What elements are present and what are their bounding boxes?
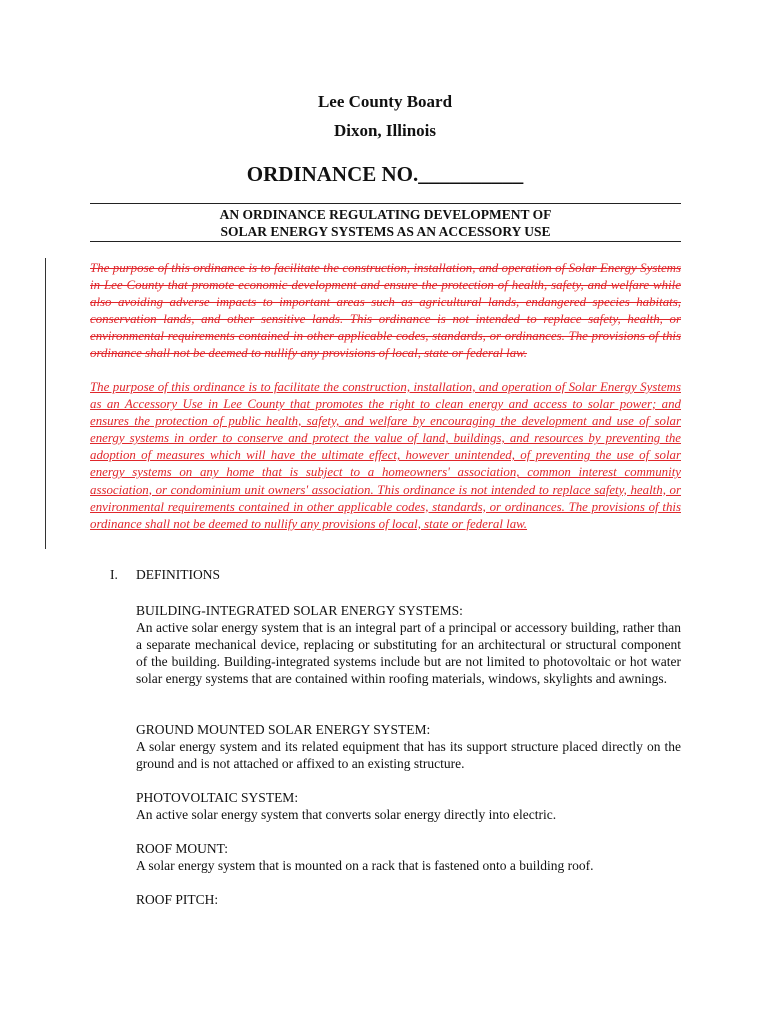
definition-term: GROUND MOUNTED SOLAR ENERGY SYSTEM: <box>136 722 431 737</box>
board-location: Dixon, Illinois <box>333 121 437 140</box>
definition-text: A solar energy system and its related equipment that has its support structure placed directly on the ground and is not attached or affixed to an existing structure. <box>136 739 681 771</box>
ordinance-title <box>90 206 681 240</box>
inserted-purpose-paragraph: The purpose of this ordinance is to facilitate the construction, installation, and operation of Solar Energy Systems as an Accessory Use in Lee County that promotes the right to clean energy and access to solar power; and ensures the protection of public health, safety, and welfare by encouraging the development and use of solar energy systems in order to conserve and protect the value of land, buildings, and resources by preventing the adoption of measures which will have the ultimate effect, however unintended, of preventing the use of solar energy systems on any home that is subject to a homeowners' association, common interest community association, or condominium unit owners' association. This ordinance is not intended to replace safety, health, or environmental requirements contained in other applicable codes, standards, or ordinances. The provisions of this ordinance shall not be deemed to nullify any provisions of local, state or federal law. <box>90 380 681 531</box>
ordinance-title-line-1: AN ORDINANCE REGULATING DEVELOPMENT OF <box>219 207 552 222</box>
section-heading <box>110 567 220 583</box>
definition-item <box>136 789 681 823</box>
ordinance-number: ORDINANCE NO.__________ <box>246 162 524 186</box>
ordinance-title-line-2: SOLAR ENERGY SYSTEMS AS AN ACCESSORY USE <box>220 224 551 239</box>
section-title: DEFINITIONS <box>136 567 220 582</box>
definition-term: PHOTOVOLTAIC SYSTEM: <box>136 790 299 805</box>
definition-text: A solar energy system that is mounted on a rack that is fastened onto a building roof. <box>136 858 594 873</box>
definition-term: BUILDING-INTEGRATED SOLAR ENERGY SYSTEMS: <box>136 603 463 618</box>
definition-item <box>136 721 681 772</box>
section-number: I. <box>110 567 118 582</box>
definition-term: ROOF MOUNT: <box>136 841 228 856</box>
board-name: Lee County Board <box>317 92 453 111</box>
revision-bar <box>45 258 46 549</box>
title-top-rule <box>90 203 681 204</box>
definition-text: An active solar energy system that converts solar energy directly into electric. <box>136 807 557 822</box>
definition-text: An active solar energy system that is an integral part of a principal or accessory building, rather than a separate mechanical device, replacing or substituting for an architectural or structural component of the building. Building-integrated systems include but are not limited to photovoltaic or hot water solar energy systems that are contained within roofing materials, windows, skylights and awnings. <box>136 620 681 686</box>
definition-term: ROOF PITCH: <box>136 892 219 907</box>
deleted-purpose-paragraph: The purpose of this ordinance is to facilitate the construction, installation, and operation of Solar Energy Systems in Lee County that promote economic development and ensure the protection of health, safety, and welfare while also avoiding adverse impacts to important areas such as agricultural lands, endangered species habitats, conservation lands, and other sensitive lands. This ordinance is not intended to replace safety, health, or environmental requirements contained in other applicable codes, standards, or ordinances. The provisions of this ordinance shall not be deemed to nullify any provisions of local, state or federal law. <box>90 261 681 361</box>
definition-item <box>136 840 681 874</box>
title-bottom-rule <box>90 241 681 242</box>
definition-item <box>136 891 681 908</box>
definition-item <box>136 602 681 687</box>
